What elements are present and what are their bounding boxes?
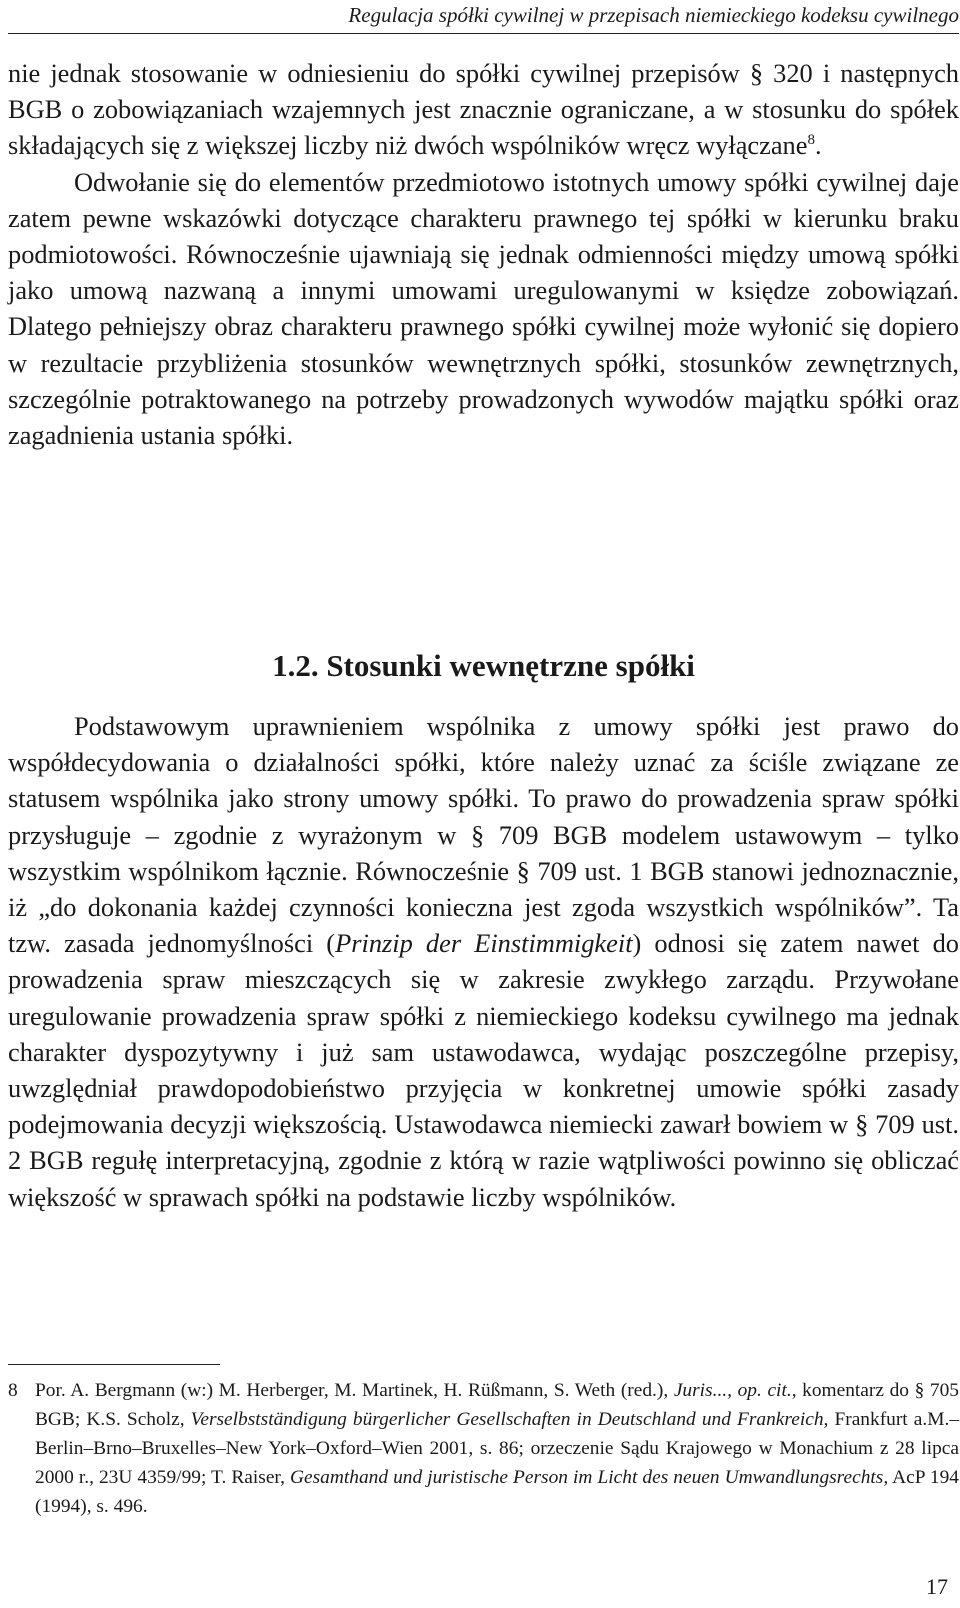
paragraph-2-text: Odwołanie się do elementów przedmiotowo istotnych umowy spółki cywilnej daje zatem pewne wskazówki dotyczące charakteru prawnego tej spółki w kierunku braku podmiotowości. Równocześnie ujawniają się jednak odmienności między umową spółki jako umową nazwaną a innymi umowami uregulowanymi w księdze zobowiązań. Dlatego pełniejszy obraz charakteru prawnego spółki cywilnej może wyłonić się dopiero w rezultacie przybliżenia stosunków wewnętrznych spółki, stosunków zewnętrznych, szczególnie potraktowanego na potrzeby prowadzonych wywodów majątku spółki oraz zagadnienia ustania spółki. (8, 166, 959, 451)
paragraph-1-text: nie jednak stosowanie w odniesieniu do spółki cywilnej przepisów § 320 i następnych BGB o zobowiązaniach wzajemnych jest znacznie ograniczane, a w stosunku do spółek składających się z większej liczby niż dwóch wspólników wręcz wyłączane (8, 58, 959, 161)
section-heading: 1.2. Stosunki wewnętrzne spółki (272, 648, 695, 683)
footnote-text (35, 1376, 959, 1521)
footnote-text-part: AcP 194 (1994), s. 496. (35, 1467, 959, 1517)
page-number: 17 (926, 1574, 948, 1599)
footnote-text-part: , komentarz do § 705 BGB; K.S. Scholz, (35, 1380, 959, 1430)
footnote-reference[interactable]: 8 (807, 132, 815, 149)
footnote-italic-part: Verselbstständigung bürgerlicher Gesellschaften in Deutschland und Frankreich, (190, 1409, 829, 1430)
running-head: Regulacja spółki cywilnej w przepisach niemieckiego kodeksu cywilnego (348, 3, 959, 27)
footnote-text-part: Por. A. Bergmann (w:) M. Herberger, M. Martinek, H. Rüßmann, S. Weth (red.), (35, 1380, 674, 1401)
footnote-text-part: Frankfurt a.M.–Berlin–Brno–Bruxelles–New York–Oxford–Wien 2001, s. 86; orzeczenie Sądu Krajowego w Monachium z 28 lipca 2000 r., 23U 4359/99; T. Raiser, (35, 1409, 960, 1488)
paragraph-2 (8, 167, 959, 450)
footnote-italic-part: Juris..., op. cit. (673, 1380, 792, 1401)
footnote-rule (8, 1364, 220, 1365)
footnote-number: 8 (8, 1380, 18, 1401)
paragraph-3 (8, 708, 959, 1215)
footnote (8, 1376, 959, 1521)
header-rule (8, 33, 959, 34)
body-text-block (8, 55, 959, 453)
paragraph-3-text-b: ) odnosi się zatem nawet do prowadzenia spraw mieszczących się w zakresie zwykłego zarządu. Przywołane uregulowanie prowadzenia spraw spółki z niemieckiego kodeksu cywilnego ma jednak charakter dyspozytywny i już sam ustawodawca, wydając poszczególne przepisy, uwzględniał prawdopodobieństwo przyjęcia w konkretnej umowie spółki zasady podejmowania decyzji większością. Ustawodawca niemiecki zawarł bowiem w § 709 ust. 2 BGB regułę interpretacyjną, zgodnie z którą w razie wątpliwości powinno się obliczać większość w sprawach spółki na podstawie liczby wspólników. (8, 928, 959, 1212)
paragraph-3-italic-term: Prinzip der Einstimmigkeit (335, 928, 633, 959)
paragraph-3-text-a: Podstawowym uprawnieniem wspólnika z umowy spółki jest prawo do współdecydowania o działalności spółki, które należy uznać za ściśle związane ze statusem wspólnika jako strony umowy spółki. To prawo do prowadzenia spraw spółki przysługuje – zgodnie z wyrażonym w § 709 BGB modelem ustawowym – tylko wszystkim wspólnikom łącznie. Równocześnie § 709 ust. 1 BGB stanowi jednoznacznie, iż „do dokonania każdej czynności konieczna jest zgoda wszystkich wspólników”. Ta tzw. zasada jednomyślności ( (8, 711, 959, 959)
paragraph-1-end: . (814, 130, 822, 161)
footnote-italic-part: Gesamthand und juristische Person im Licht des neuen Umwandlungsrechts, (290, 1467, 889, 1488)
